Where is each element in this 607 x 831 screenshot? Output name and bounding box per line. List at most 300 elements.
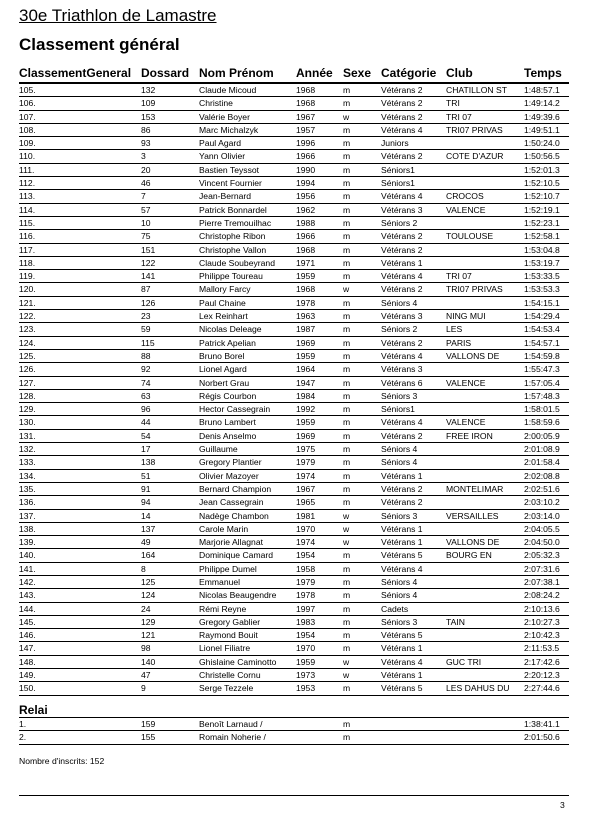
cell-time: 1:52:23.1 [524, 217, 560, 228]
cell-category: Séniors 4 [381, 444, 418, 455]
cell-bib: 124 [141, 590, 156, 601]
cell-year: 1996 [296, 138, 316, 149]
cell-rank: 138. [19, 523, 36, 534]
cell-name: Hector Cassegrain [199, 404, 271, 415]
table-row [19, 456, 569, 469]
cell-name: Christine [199, 98, 233, 109]
cell-name: Norbert Grau [199, 377, 250, 388]
cell-bib: 164 [141, 550, 156, 561]
cell-bib: 14 [141, 510, 151, 521]
cell-rank: 112. [19, 178, 36, 189]
cell-rank: 144. [19, 603, 36, 614]
cell-name: Jean-Bernard [199, 191, 252, 202]
cell-rank: 115. [19, 217, 36, 228]
cell-rank: 150. [19, 683, 36, 694]
cell-sex: m [343, 576, 351, 587]
table-row [19, 310, 569, 323]
cell-rank: 146. [19, 630, 36, 641]
cell-sex: m [343, 138, 351, 149]
cell-time: 1:38:41.1 [524, 719, 560, 729]
cell-time: 1:54:59.8 [524, 350, 560, 361]
cell-rank: 107. [19, 111, 36, 122]
cell-year: 1990 [296, 164, 316, 175]
table-row [19, 470, 569, 483]
cell-time: 1:49:39.6 [524, 111, 560, 122]
cell-time: 2:03:14.0 [524, 510, 560, 521]
cell-category: Vétérans 5 [381, 683, 423, 694]
cell-sex: m [343, 616, 351, 627]
table-row [19, 430, 569, 443]
cell-rank: 105. [19, 85, 36, 95]
cell-bib: 153 [141, 111, 156, 122]
cell-time: 2:01:58.4 [524, 457, 560, 468]
cell-rank: 147. [19, 643, 36, 654]
cell-rank: 140. [19, 550, 36, 561]
cell-time: 1:53:19.7 [524, 257, 560, 268]
table-row [19, 150, 569, 163]
cell-year: 1974 [296, 537, 316, 548]
cell-year: 1975 [296, 444, 316, 455]
cell-bib: 92 [141, 364, 151, 375]
cell-sex: m [343, 497, 351, 508]
cell-bib: 54 [141, 430, 151, 441]
table-row [19, 217, 569, 230]
relai-table [19, 718, 569, 745]
cell-time: 2:02:08.8 [524, 470, 560, 481]
cell-sex: w [343, 523, 350, 534]
cell-time: 1:49:51.1 [524, 124, 560, 135]
cell-time: 2:17:42.6 [524, 656, 560, 667]
cell-time: 1:53:33.5 [524, 271, 560, 282]
cell-time: 1:54:15.1 [524, 297, 560, 308]
cell-name: Marc Michalzyk [199, 124, 259, 135]
cell-year: 1967 [296, 111, 316, 122]
cell-category: Vétérans 1 [381, 643, 423, 654]
cell-club: GUC TRI [446, 656, 482, 667]
cell-category: Vétérans 2 [381, 85, 423, 95]
cell-category: Vétérans 4 [381, 563, 423, 574]
cell-name: Mallory Farcy [199, 284, 251, 295]
cell-time: 2:11:53.5 [524, 643, 560, 654]
cell-year: 1953 [296, 683, 316, 694]
cell-rank: 120. [19, 284, 36, 295]
cell-sex: m [343, 643, 351, 654]
table-row [19, 510, 569, 523]
cell-rank: 130. [19, 417, 36, 428]
cell-sex: m [343, 350, 351, 361]
document-title: 30e Triathlon de Lamastre [19, 6, 217, 25]
table-row [19, 124, 569, 137]
cell-bib: 7 [141, 191, 146, 202]
cell-bib: 151 [141, 244, 156, 255]
cell-bib: 141 [141, 271, 156, 282]
table-row [19, 270, 569, 283]
cell-sex: m [343, 297, 351, 308]
cell-year: 1965 [296, 497, 316, 508]
table-row [19, 629, 569, 642]
cell-bib: 75 [141, 231, 151, 242]
cell-category: Vétérans 5 [381, 550, 423, 561]
cell-sex: m [343, 377, 351, 388]
cell-rank: 1. [19, 719, 27, 729]
cell-rank: 2. [19, 732, 27, 743]
cell-time: 2:05:32.3 [524, 550, 560, 561]
cell-rank: 118. [19, 257, 36, 268]
cell-time: 2:01:50.6 [524, 732, 560, 743]
cell-sex: w [343, 111, 350, 122]
cell-name: Claude Soubeyrand [199, 257, 275, 268]
table-row [19, 244, 569, 257]
cell-sex: m [343, 404, 351, 415]
cell-rank: 148. [19, 656, 36, 667]
cell-category: Séniors 4 [381, 297, 418, 308]
cell-club: VALLONS DE [446, 537, 500, 548]
cell-time: 2:10:13.6 [524, 603, 560, 614]
cell-sex: m [343, 430, 351, 441]
cell-time: 1:58:01.5 [524, 404, 560, 415]
cell-time: 1:49:14.2 [524, 98, 560, 109]
cell-rank: 114. [19, 204, 36, 215]
cell-year: 1966 [296, 151, 316, 162]
cell-category: Séniors1 [381, 164, 415, 175]
cell-bib: 126 [141, 297, 156, 308]
table-header [19, 66, 569, 82]
cell-club: PARIS [446, 337, 472, 348]
cell-bib: 10 [141, 217, 151, 228]
cell-year: 1966 [296, 231, 316, 242]
cell-time: 2:00:05.9 [524, 430, 560, 441]
cell-rank: 132. [19, 444, 36, 455]
cell-name: Nicolas Deleage [199, 324, 262, 335]
table-row [19, 84, 569, 97]
cell-year: 1974 [296, 470, 316, 481]
header-time: Temps [524, 66, 562, 80]
cell-club: BOURG EN [446, 550, 492, 561]
cell-club: FREE IRON [446, 430, 493, 441]
cell-year: 1979 [296, 457, 316, 468]
cell-name: Denis Anselmo [199, 430, 257, 441]
registrations-count: Nombre d'inscrits: 152 [19, 756, 105, 766]
cell-rank: 135. [19, 483, 36, 494]
cell-time: 2:04:50.0 [524, 537, 560, 548]
cell-rank: 127. [19, 377, 36, 388]
cell-sex: m [343, 178, 351, 189]
cell-category: Séniors 4 [381, 576, 418, 587]
cell-name: Christophe Vallon [199, 244, 267, 255]
cell-rank: 145. [19, 616, 36, 627]
cell-sex: m [343, 311, 351, 322]
cell-name: Philippe Dumel [199, 563, 257, 574]
cell-name: Philippe Toureau [199, 271, 263, 282]
header-name: Nom Prénom [199, 66, 274, 80]
table-row [19, 363, 569, 376]
cell-category: Vétérans 2 [381, 244, 423, 255]
cell-name: Régis Courbon [199, 390, 257, 401]
cell-rank: 142. [19, 576, 36, 587]
cell-rank: 121. [19, 297, 36, 308]
cell-year: 1954 [296, 630, 316, 641]
cell-category: Vétérans 4 [381, 124, 423, 135]
cell-year: 1967 [296, 483, 316, 494]
cell-category: Vétérans 6 [381, 377, 423, 388]
cell-name: Bruno Lambert [199, 417, 256, 428]
cell-rank: 129. [19, 404, 36, 415]
cell-year: 1997 [296, 603, 316, 614]
cell-bib: 49 [141, 537, 151, 548]
cell-sex: m [343, 683, 351, 694]
table-row [19, 731, 569, 744]
table-row [19, 443, 569, 456]
table-row [19, 616, 569, 629]
cell-name: Jean Cassegrain [199, 497, 264, 508]
cell-sex: m [343, 483, 351, 494]
cell-bib: 8 [141, 563, 146, 574]
cell-category: Vétérans 1 [381, 523, 423, 534]
cell-year: 1968 [296, 244, 316, 255]
cell-time: 1:50:56.5 [524, 151, 560, 162]
cell-rank: 117. [19, 244, 36, 255]
cell-rank: 136. [19, 497, 36, 508]
cell-sex: m [343, 204, 351, 215]
cell-name: Marjorie Allagnat [199, 537, 264, 548]
cell-club: TOULOUSE [446, 231, 494, 242]
cell-sex: m [343, 364, 351, 375]
table-row [19, 350, 569, 363]
cell-bib: 87 [141, 284, 151, 295]
cell-sex: m [343, 603, 351, 614]
cell-sex: w [343, 656, 350, 667]
cell-time: 2:03:10.2 [524, 497, 560, 508]
cell-time: 1:54:57.1 [524, 337, 560, 348]
cell-year: 1978 [296, 297, 316, 308]
cell-category: Cadets [381, 603, 409, 614]
cell-year: 1959 [296, 417, 316, 428]
cell-year: 1992 [296, 404, 316, 415]
cell-rank: 109. [19, 138, 36, 149]
cell-sex: m [343, 444, 351, 455]
cell-bib: 88 [141, 350, 151, 361]
cell-name: Rémi Reyne [199, 603, 247, 614]
table-row [19, 669, 569, 682]
cell-rank: 119. [19, 271, 36, 282]
cell-category: Vétérans 3 [381, 311, 423, 322]
header-category: Catégorie [381, 66, 437, 80]
cell-year: 1981 [296, 510, 316, 521]
cell-bib: 44 [141, 417, 151, 428]
cell-time: 2:27:44.6 [524, 683, 560, 694]
cell-name: Olivier Mazoyer [199, 470, 259, 481]
table-row [19, 603, 569, 616]
cell-time: 1:57:05.4 [524, 377, 560, 388]
cell-year: 1979 [296, 576, 316, 587]
relai-title: Relai [19, 703, 48, 717]
table-row [19, 97, 569, 110]
cell-category: Vétérans 2 [381, 497, 423, 508]
cell-club: TRI07 PRIVAS [446, 124, 503, 135]
cell-year: 1963 [296, 311, 316, 322]
cell-name: Bernard Champion [199, 483, 272, 494]
cell-time: 1:50:24.0 [524, 138, 560, 149]
cell-name: Nicolas Beaugendre [199, 590, 277, 601]
cell-club: TRI07 PRIVAS [446, 284, 503, 295]
cell-time: 1:52:58.1 [524, 231, 560, 242]
cell-club: TAIN [446, 616, 465, 627]
cell-category: Vétérans 4 [381, 656, 423, 667]
table-row [19, 496, 569, 509]
cell-category: Séniors 4 [381, 590, 418, 601]
cell-category: Vétérans 2 [381, 337, 423, 348]
cell-bib: 17 [141, 444, 151, 455]
cell-club: CROCOS [446, 191, 484, 202]
cell-sex: m [343, 164, 351, 175]
cell-category: Vétérans 3 [381, 204, 423, 215]
cell-year: 1956 [296, 191, 316, 202]
cell-name: Dominique Camard [199, 550, 274, 561]
table-row [19, 390, 569, 403]
cell-rank: 106. [19, 98, 36, 109]
cell-bib: 132 [141, 85, 156, 95]
table-row [19, 164, 569, 177]
cell-time: 2:01:08.9 [524, 444, 560, 455]
cell-year: 1970 [296, 523, 316, 534]
cell-time: 2:07:38.1 [524, 576, 560, 587]
table-row [19, 642, 569, 655]
cell-rank: 137. [19, 510, 36, 521]
cell-club: TRI [446, 98, 460, 109]
cell-sex: m [343, 124, 351, 135]
cell-bib: 140 [141, 656, 156, 667]
cell-bib: 159 [141, 719, 156, 729]
cell-year: 1959 [296, 350, 316, 361]
cell-sex: w [343, 670, 350, 681]
cell-bib: 86 [141, 124, 151, 135]
cell-rank: 143. [19, 590, 36, 601]
cell-time: 2:10:42.3 [524, 630, 560, 641]
cell-sex: m [343, 630, 351, 641]
footer-divider [19, 795, 569, 796]
cell-bib: 96 [141, 404, 151, 415]
cell-sex: m [343, 417, 351, 428]
cell-club: LES DAHUS DU [446, 683, 510, 694]
cell-name: Ghislaine Caminotto [199, 656, 277, 667]
cell-time: 2:10:27.3 [524, 616, 560, 627]
cell-category: Séniors1 [381, 404, 415, 415]
cell-sex: m [343, 244, 351, 255]
cell-name: Romain Noherie / [199, 732, 266, 743]
cell-time: 1:53:04.8 [524, 244, 560, 255]
cell-category: Vétérans 1 [381, 670, 423, 681]
cell-bib: 59 [141, 324, 151, 335]
cell-club: TRI 07 [446, 111, 472, 122]
cell-sex: m [343, 719, 351, 729]
cell-name: Benoît Larnaud / [199, 719, 263, 729]
table-row [19, 549, 569, 562]
header-bib: Dossard [141, 66, 190, 80]
cell-category: Vétérans 1 [381, 470, 423, 481]
cell-name: Claude Micoud [199, 85, 257, 95]
cell-bib: 74 [141, 377, 151, 388]
cell-sex: m [343, 457, 351, 468]
table-row [19, 111, 569, 124]
cell-name: Bastien Teyssot [199, 164, 260, 175]
cell-name: Lionel Filiatre [199, 643, 251, 654]
table-row [19, 682, 569, 695]
cell-rank: 123. [19, 324, 36, 335]
cell-category: Vétérans 4 [381, 191, 423, 202]
document-subtitle: Classement général [19, 35, 180, 54]
cell-year: 1968 [296, 98, 316, 109]
cell-year: 1983 [296, 616, 316, 627]
cell-sex: m [343, 590, 351, 601]
cell-year: 1988 [296, 217, 316, 228]
header-rank: ClassementGeneral [19, 66, 132, 80]
cell-rank: 149. [19, 670, 36, 681]
cell-category: Vétérans 2 [381, 151, 423, 162]
cell-rank: 116. [19, 231, 36, 242]
cell-rank: 122. [19, 311, 36, 322]
header-sex: Sexe [343, 66, 372, 80]
table-row [19, 283, 569, 296]
table-row [19, 536, 569, 549]
cell-time: 1:53:53.3 [524, 284, 560, 295]
table-row [19, 576, 569, 589]
cell-bib: 122 [141, 257, 156, 268]
cell-category: Vétérans 2 [381, 111, 423, 122]
cell-name: Carole Marin [199, 523, 249, 534]
table-row [19, 230, 569, 243]
cell-time: 1:52:19.1 [524, 204, 560, 215]
cell-sex: m [343, 98, 351, 109]
cell-name: Gregory Plantier [199, 457, 262, 468]
results-table [19, 84, 569, 696]
cell-category: Vétérans 4 [381, 417, 423, 428]
cell-sex: w [343, 284, 350, 295]
table-row [19, 656, 569, 669]
table-row [19, 563, 569, 576]
cell-club: VERSAILLES [446, 510, 499, 521]
cell-sex: m [343, 151, 351, 162]
header-year: Année [296, 66, 333, 80]
cell-year: 1969 [296, 430, 316, 441]
cell-name: Patrick Bonnardel [199, 204, 267, 215]
cell-club: VALENCE [446, 204, 486, 215]
cell-club: COTE D'AZUR [446, 151, 504, 162]
cell-bib: 46 [141, 178, 151, 189]
cell-sex: w [343, 537, 350, 548]
cell-club: TRI 07 [446, 271, 472, 282]
cell-time: 2:02:51.6 [524, 483, 560, 494]
table-row [19, 403, 569, 416]
cell-bib: 20 [141, 164, 151, 175]
cell-name: Serge Tezzele [199, 683, 254, 694]
cell-rank: 139. [19, 537, 36, 548]
cell-name: Lionel Agard [199, 364, 247, 375]
cell-name: Guillaume [199, 444, 238, 455]
cell-rank: 134. [19, 470, 36, 481]
table-row [19, 323, 569, 336]
cell-rank: 128. [19, 390, 36, 401]
cell-time: 1:57:48.3 [524, 390, 560, 401]
cell-bib: 94 [141, 497, 151, 508]
cell-category: Séniors 3 [381, 390, 418, 401]
table-row [19, 718, 569, 731]
cell-category: Séniors 3 [381, 510, 418, 521]
cell-year: 1987 [296, 324, 316, 335]
cell-bib: 9 [141, 683, 146, 694]
cell-name: Paul Agard [199, 138, 242, 149]
cell-sex: m [343, 390, 351, 401]
cell-bib: 138 [141, 457, 156, 468]
